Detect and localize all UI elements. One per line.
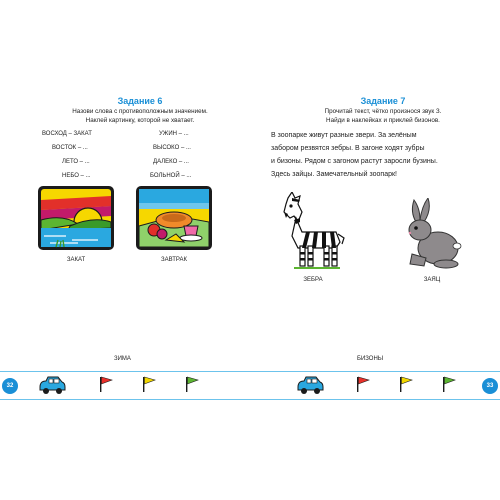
green-flag-icon bbox=[185, 376, 199, 397]
hare-illustration bbox=[402, 198, 462, 270]
red-flag-icon bbox=[99, 376, 113, 397]
task-7-title: Задание 7 bbox=[360, 96, 406, 106]
sunset-caption: ЗАКАТ bbox=[66, 257, 86, 263]
word-pair: ЛЕТО – ... bbox=[62, 159, 90, 165]
page-number-right: 33 bbox=[482, 378, 498, 394]
task-6-instruction-1: Назови слова с противоположным значением. bbox=[72, 108, 208, 115]
word-pair: ДАЛЕКО – ... bbox=[153, 159, 189, 165]
word-pair: БОЛЬНОЙ – ... bbox=[150, 173, 192, 179]
band-top-line bbox=[0, 371, 500, 372]
hare-caption: ЗАЯЦ bbox=[423, 277, 441, 283]
task-6-instruction-2: Наклей картинку, которой не хватает. bbox=[85, 117, 195, 124]
word-pair: НЕБО – ... bbox=[62, 173, 91, 179]
zoo-paragraph-line: В зоопарке живут разные звери. За зелёным bbox=[271, 132, 417, 139]
zoo-paragraph-line: забором резвятся зебры. В загоне ходят зубры bbox=[271, 145, 425, 152]
green-flag-icon bbox=[442, 376, 456, 397]
winter-label: ЗИМА bbox=[114, 356, 131, 362]
sunset-sticker bbox=[38, 186, 114, 250]
bison-label: БИЗОНЫ bbox=[357, 356, 384, 362]
word-pair: ВОСТОК – ... bbox=[52, 145, 88, 151]
word-pair: ВЫСОКО – ... bbox=[153, 145, 191, 151]
zoo-paragraph-line: и бизоны. Рядом с загоном растут заросли бузины. bbox=[271, 158, 438, 165]
breakfast-sticker bbox=[136, 186, 212, 250]
task-7-instruction-1: Прочитай текст, чётко произнося звук З. bbox=[324, 108, 442, 115]
band-bottom-line bbox=[0, 399, 500, 400]
breakfast-caption: ЗАВТРАК bbox=[161, 257, 187, 263]
task-6-title: Задание 6 bbox=[117, 96, 163, 106]
yellow-flag-icon bbox=[399, 376, 413, 397]
yellow-flag-icon bbox=[142, 376, 156, 397]
word-pair: ВОСХОД – ЗАКАТ bbox=[42, 131, 92, 137]
word-pair: УЖИН – ... bbox=[159, 131, 189, 137]
zoo-paragraph-line: Здесь зайцы. Замечательный зоопарк! bbox=[271, 171, 397, 178]
zebra-illustration bbox=[278, 192, 348, 272]
car-icon bbox=[38, 375, 66, 400]
page-number-left: 32 bbox=[2, 378, 18, 394]
car-icon bbox=[296, 375, 324, 400]
zebra-caption: ЗЕБРА bbox=[303, 277, 323, 283]
red-flag-icon bbox=[356, 376, 370, 397]
task-7-instruction-2: Найди в наклейках и приклей бизонов. bbox=[326, 117, 440, 124]
